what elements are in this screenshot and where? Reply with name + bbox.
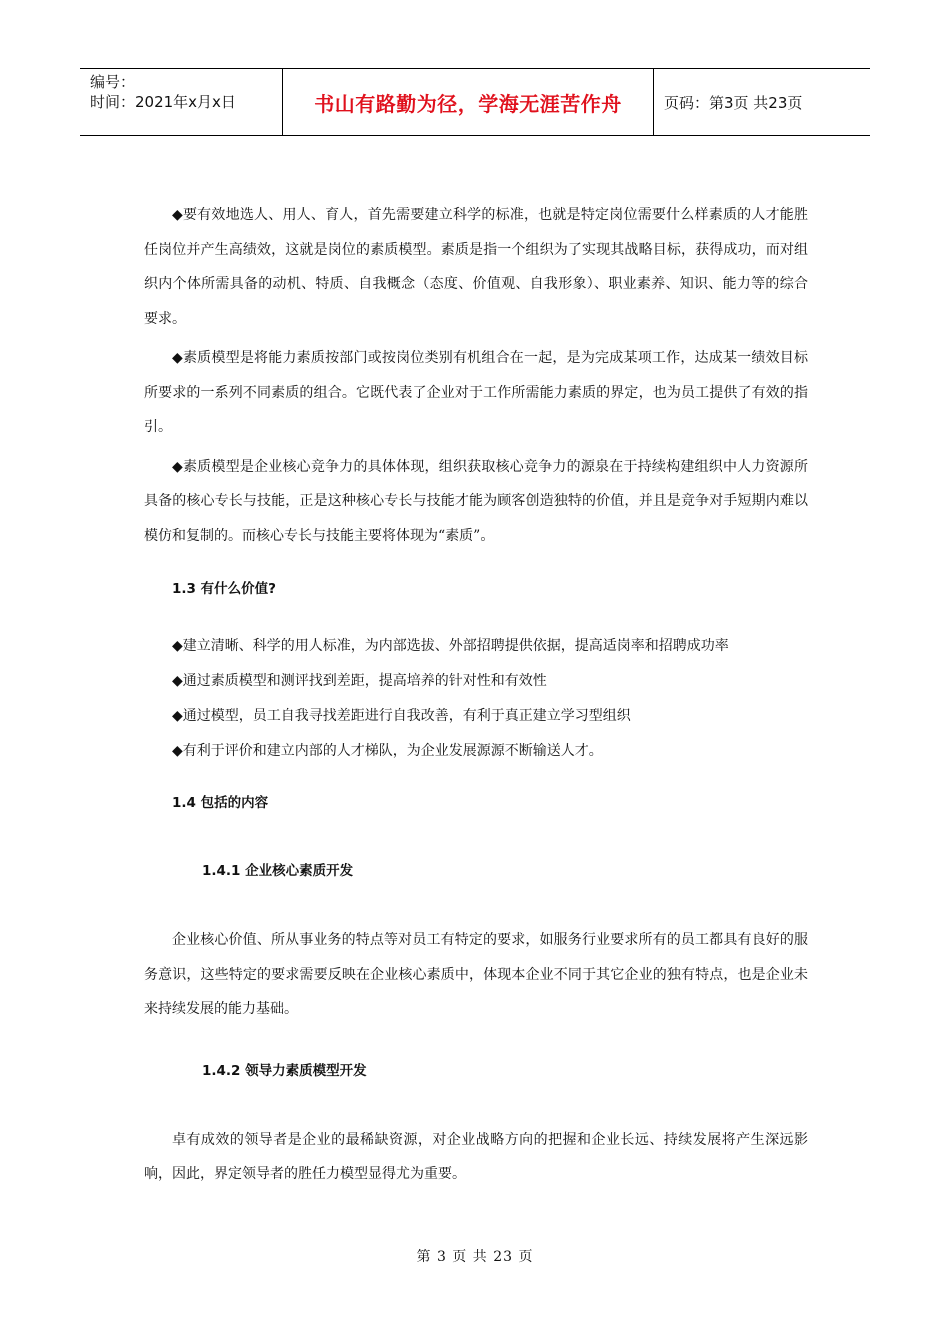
section-heading-1-4: 1.4 包括的内容 xyxy=(172,795,269,811)
intro-paragraph-1: ◆要有效地选人、用人、育人，首先需要建立科学的标准，也就是特定岗位需要什么样素质的人才能胜任岗位并产生高绩效，这就是岗位的素质模型。素质是指一个组织为了实现其战略目标，获得成功，而对组织内个体所需具备的动机、特质、自我概念（态度、价值观、自我形象）、职业素养、知识、能力等的综合要求。 xyxy=(144,207,808,327)
value-bullet-2: ◆通过素质模型和测评找到差距，提高培养的针对性和有效性 xyxy=(172,673,547,689)
document-date-label: 时间：2021年x月x日 xyxy=(90,93,236,111)
document-body xyxy=(144,198,808,1192)
page-header xyxy=(80,68,870,136)
section-heading-1-3: 1.3 有什么价值? xyxy=(172,581,276,597)
value-bullet-1: ◆建立清晰、科学的用人标准，为内部选拔、外部招聘提供依据，提高适岗率和招聘成功率 xyxy=(172,638,729,654)
subsection-1-4-2-text: 卓有成效的领导者是企业的最稀缺资源，对企业战略方向的把握和企业长远、持续发展将产生深远影响，因此，界定领导者的胜任力模型显得尤为重要。 xyxy=(144,1131,808,1182)
header-motto: 书山有路勤为径，学海无涯苦作舟 xyxy=(282,69,654,135)
intro-paragraph-2: ◆素质模型是将能力素质按部门或按岗位类别有机组合在一起，是为完成某项工作，达成某一绩效目标所要求的一系列不同素质的组合。它既代表了企业对于工作所需能力素质的界定，也为员工提供了有效的指引。 xyxy=(144,350,808,435)
value-bullet-3: ◆通过模型，员工自我寻找差距进行自我改善，有利于真正建立学习型组织 xyxy=(172,708,631,724)
intro-paragraph-3: ◆素质模型是企业核心竞争力的具体体现，组织获取核心竞争力的源泉在于持续构建组织中人力资源所具备的核心专长与技能，正是这种核心专长与技能才能为顾客创造独特的价值，并且是竞争对手短期内难以模仿和复制的。而核心专长与技能主要将体现为“素质”。 xyxy=(144,458,808,544)
subsection-heading-1-4-1: 1.4.1 企业核心素质开发 xyxy=(202,863,354,879)
header-page-indicator: 页码：第3页 共23页 xyxy=(664,93,803,112)
subsection-1-4-1-text: 企业核心价值、所从事业务的特点等对员工有特定的要求，如服务行业要求所有的员工都具有良好的服务意识，这些特定的要求需要反映在企业核心素质中，体现本企业不同于其它企业的独有特点，也是企业未来持续发展的能力基础。 xyxy=(144,932,808,1017)
value-bullet-list xyxy=(144,629,808,769)
document-number-label: 编号： xyxy=(90,73,136,91)
page-footer: 第 3 页 共 23 页 xyxy=(416,1249,534,1265)
value-bullet-4: ◆有利于评价和建立内部的人才梯队，为企业发展源源不断输送人才。 xyxy=(172,743,603,759)
header-meta xyxy=(80,69,282,135)
subsection-heading-1-4-2: 1.4.2 领导力素质模型开发 xyxy=(202,1062,367,1079)
